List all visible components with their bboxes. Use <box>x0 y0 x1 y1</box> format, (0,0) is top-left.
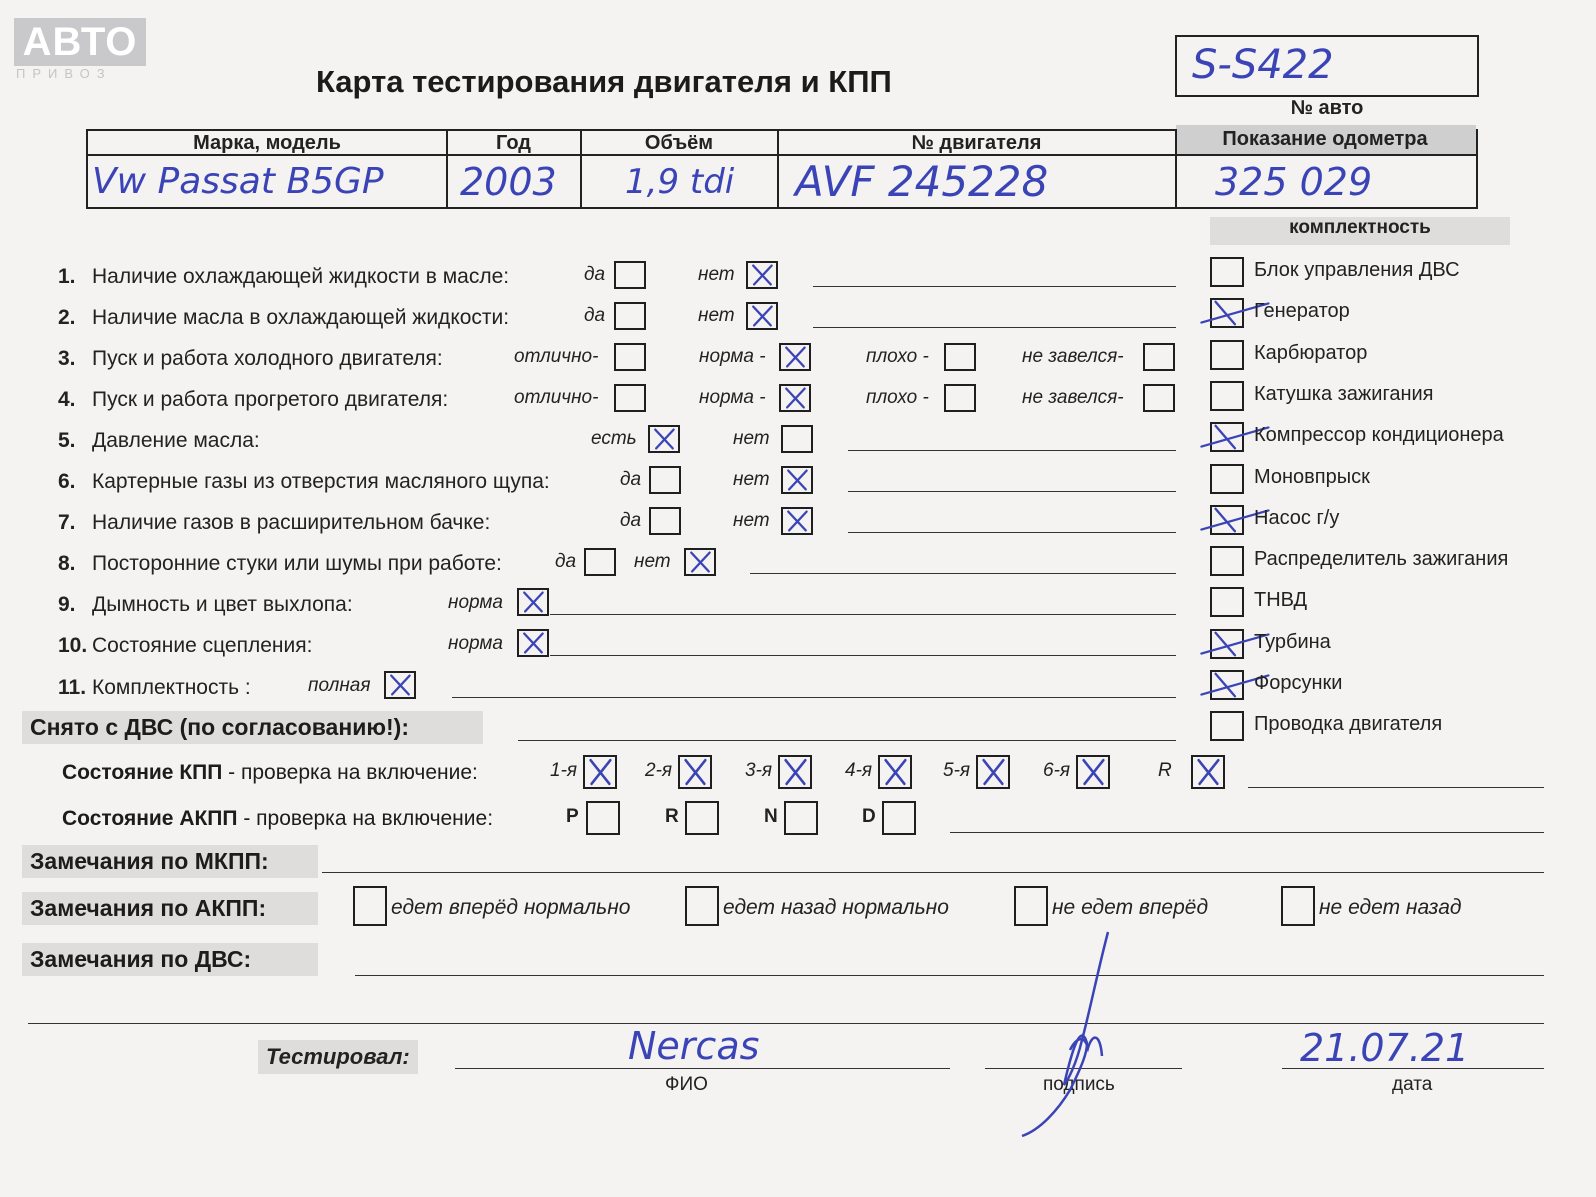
check-mark-icon <box>880 757 910 787</box>
date-line <box>1282 1068 1544 1069</box>
question-8: 8. Посторонние стуки или шумы при работе: <box>58 552 502 575</box>
check-mark-icon <box>386 673 414 697</box>
kit-checkbox[interactable] <box>1210 257 1244 287</box>
note-line <box>848 450 1176 451</box>
opt-no: нет <box>733 428 770 449</box>
kit-checkbox[interactable] <box>1210 381 1244 411</box>
question-11: 11. Комплектность : <box>58 676 251 699</box>
engine-number-value: AVF 245228 <box>795 157 1049 206</box>
akpp-mode-checkbox[interactable] <box>784 801 818 835</box>
model-value: Vw Passat B5GP <box>92 161 384 202</box>
opt-no: нет <box>733 469 770 490</box>
question-10: 10. Состояние сцепления: <box>58 634 313 657</box>
kit-checkbox-checked[interactable] <box>1210 629 1244 659</box>
opt-excellent: отлично- <box>514 346 599 367</box>
kit-checkbox-checked[interactable] <box>1210 505 1244 535</box>
kit-item-label: Проводка двигателя <box>1254 713 1443 736</box>
gear-label: 1-я <box>550 760 578 781</box>
akpp-mode-label: N <box>764 806 778 827</box>
check-mark-icon <box>978 757 1008 787</box>
kit-item-label: Блок управления ДВС <box>1254 259 1460 281</box>
col-header-volume: Объём <box>644 132 714 154</box>
remarks-akpp-label: Замечания по АКПП: <box>22 892 318 925</box>
checkbox-checked[interactable] <box>781 507 813 535</box>
remarks-dvs-label: Замечания по ДВС: <box>22 943 318 976</box>
date-caption: дата <box>1392 1074 1433 1095</box>
kit-checkbox[interactable] <box>1210 546 1244 576</box>
removed-from-engine-label: Снято с ДВС (по согласованию!): <box>22 711 483 744</box>
kit-item-label: Форсунки <box>1254 672 1343 694</box>
kit-item-label: Карбюратор <box>1254 341 1368 364</box>
year-value: 2003 <box>460 160 557 204</box>
kit-checkbox[interactable] <box>1210 340 1244 370</box>
checkbox[interactable] <box>649 507 681 535</box>
check-mark-icon <box>1212 300 1242 326</box>
gear-label: 2-я <box>645 760 673 781</box>
note-line <box>452 697 1176 698</box>
opt-no: нет <box>698 264 735 285</box>
kit-checkbox[interactable] <box>1210 587 1244 617</box>
gear-checkbox-checked[interactable] <box>1076 755 1110 789</box>
note-line <box>518 740 1176 741</box>
note-line <box>950 832 1544 833</box>
check-mark-icon <box>519 631 547 655</box>
opt-not-started: не завелся- <box>1022 387 1124 408</box>
check-mark-icon <box>1078 757 1108 787</box>
checkbox[interactable] <box>944 384 976 412</box>
question-1: 1. Наличие охлаждающей жидкости в масле: <box>58 265 510 288</box>
note-line <box>550 655 1176 656</box>
akpp-mode-label: R <box>665 806 679 827</box>
kit-checkbox-checked[interactable] <box>1210 670 1244 700</box>
check-mark-icon <box>748 263 776 287</box>
checkbox[interactable] <box>614 384 646 412</box>
checkbox-checked[interactable] <box>779 384 811 412</box>
car-number-value: S-S422 <box>1192 42 1334 88</box>
question-4: 4. Пуск и работа прогретого двигателя: <box>58 388 449 411</box>
gear-checkbox-checked[interactable] <box>678 755 712 789</box>
opt-bad: плохо - <box>866 387 929 408</box>
signature-caption: подпись <box>1043 1074 1115 1095</box>
date-value: 21.07.21 <box>1300 1026 1470 1070</box>
name-caption: ФИО <box>665 1074 708 1095</box>
akpp-remark-label: не едет назад <box>1319 896 1462 919</box>
kit-item-label: Насос г/у <box>1254 506 1340 529</box>
opt-yes: да <box>584 305 606 326</box>
check-mark-icon <box>783 468 811 492</box>
opt-norm: норма <box>448 633 503 654</box>
name-line <box>455 1068 950 1069</box>
gear-label: 6-я <box>1043 760 1071 781</box>
kit-item-label: Компрессор кондиционера <box>1254 424 1504 447</box>
akpp-mode-checkbox[interactable] <box>882 801 916 835</box>
question-9: 9. Дымность и цвет выхлопа: <box>58 593 353 616</box>
checkbox-checked[interactable] <box>781 466 813 494</box>
question-7: 7. Наличие газов в расширительном бачке: <box>58 511 491 534</box>
note-line <box>813 327 1176 328</box>
check-mark-icon <box>519 590 547 614</box>
kit-checkbox[interactable] <box>1210 464 1244 494</box>
opt-no: нет <box>698 305 735 326</box>
kit-item-label: Турбина <box>1254 630 1331 653</box>
opt-full: полная <box>308 675 371 696</box>
odometer-value: 325 029 <box>1215 160 1373 204</box>
opt-not-started: не завелся- <box>1022 346 1124 367</box>
opt-yes: да <box>555 551 577 572</box>
checkbox[interactable] <box>614 343 646 371</box>
checkbox-checked[interactable] <box>517 588 549 616</box>
note-line <box>848 532 1176 533</box>
question-2: 2. Наличие масла в охлаждающей жидкости: <box>58 306 510 329</box>
checkbox[interactable] <box>781 425 813 453</box>
note-line <box>848 491 1176 492</box>
opt-normal: норма - <box>699 346 766 367</box>
note-line <box>813 286 1176 287</box>
check-mark-icon <box>1212 672 1242 698</box>
opt-no: нет <box>733 510 770 531</box>
page-title: Карта тестирования двигателя и КПП <box>316 64 892 99</box>
akpp-remark-checkbox[interactable] <box>1281 886 1315 926</box>
checkbox-checked[interactable] <box>746 302 778 330</box>
note-line <box>28 1023 1544 1024</box>
checkbox-checked[interactable] <box>746 261 778 289</box>
checkbox[interactable] <box>1143 343 1175 371</box>
opt-yes: да <box>620 510 642 531</box>
volume-value: 1,9 tdi <box>625 162 735 202</box>
kit-item-label: Генератор <box>1254 300 1350 323</box>
kit-item-label: Распределитель зажигания <box>1254 548 1509 571</box>
akpp-remark-checkbox[interactable] <box>685 886 719 926</box>
checkbox[interactable] <box>944 343 976 371</box>
remarks-mkpp-label: Замечания по МКПП: <box>22 845 318 878</box>
check-mark-icon <box>781 345 809 369</box>
opt-yes: да <box>620 469 642 490</box>
akpp-mode-checkbox[interactable] <box>586 801 620 835</box>
kit-checkbox-checked[interactable] <box>1210 298 1244 328</box>
gear-checkbox-checked[interactable] <box>778 755 812 789</box>
question-6: 6. Картерные газы из отверстия масляного щупа: <box>58 470 550 493</box>
checkbox[interactable] <box>584 548 616 576</box>
akpp-mode-checkbox[interactable] <box>685 801 719 835</box>
check-mark-icon <box>650 427 678 451</box>
checkbox[interactable] <box>649 466 681 494</box>
gear-checkbox-checked[interactable] <box>583 755 617 789</box>
note-line <box>750 573 1176 574</box>
check-mark-icon <box>686 550 714 574</box>
checkbox-checked[interactable] <box>648 425 680 453</box>
col-header-odometer: Показание одометра <box>1222 128 1428 150</box>
tester-name-value: Nercas <box>628 1024 760 1068</box>
gear-checkbox-checked[interactable] <box>878 755 912 789</box>
logo-subtitle: ПРИВОЗ <box>16 66 112 81</box>
logo-text: АВТО <box>22 20 138 64</box>
opt-yes: да <box>584 264 606 285</box>
opt-excellent: отлично- <box>514 387 599 408</box>
checkbox-checked[interactable] <box>384 671 416 699</box>
kit-item-label: Моновпрыск <box>1254 465 1370 488</box>
note-line <box>355 975 1544 976</box>
akpp-remark-label: не едет вперёд <box>1052 896 1209 919</box>
gear-label: R <box>1158 760 1172 781</box>
check-mark-icon <box>748 304 776 328</box>
note-line <box>322 872 1544 873</box>
check-mark-icon <box>1193 757 1223 787</box>
opt-bad: плохо - <box>866 346 929 367</box>
gear-checkbox-checked[interactable] <box>1191 755 1225 789</box>
opt-normal: норма - <box>699 387 766 408</box>
opt-exists: есть <box>591 428 637 449</box>
checkbox[interactable] <box>1143 384 1175 412</box>
check-mark-icon <box>1212 631 1242 657</box>
col-header-year: Год <box>496 132 531 154</box>
gear-label: 5-я <box>943 760 971 781</box>
check-mark-icon <box>1212 507 1242 533</box>
check-mark-icon <box>780 757 810 787</box>
kit-header: комплектность <box>1210 217 1510 245</box>
check-mark-icon <box>1212 424 1242 450</box>
question-3: 3. Пуск и работа холодного двигателя: <box>58 347 443 370</box>
checkbox[interactable] <box>614 261 646 289</box>
kit-checkbox-checked[interactable] <box>1210 422 1244 452</box>
gear-label: 4-я <box>845 760 873 781</box>
checkbox[interactable] <box>614 302 646 330</box>
gear-checkbox-checked[interactable] <box>976 755 1010 789</box>
akpp-mode-label: P <box>566 806 579 827</box>
car-number-label: № авто <box>1290 97 1364 119</box>
note-line <box>1248 787 1544 788</box>
note-line <box>550 614 1176 615</box>
col-header-model: Марка, модель <box>193 132 341 154</box>
gear-label: 3-я <box>745 760 773 781</box>
kit-item-label: ТНВД <box>1254 589 1308 612</box>
kit-checkbox[interactable] <box>1210 711 1244 741</box>
checkbox-checked[interactable] <box>517 629 549 657</box>
checkbox-checked[interactable] <box>779 343 811 371</box>
checkbox-checked[interactable] <box>684 548 716 576</box>
col-header-engine-number: № двигателя <box>911 132 1042 154</box>
check-mark-icon <box>680 757 710 787</box>
logo <box>14 18 146 66</box>
akpp-remark-label: едет назад нормально <box>723 896 949 919</box>
akpp-mode-label: D <box>862 806 876 827</box>
akpp-label: Состояние АКПП - проверка на включение: <box>62 807 494 830</box>
akpp-remark-checkbox[interactable] <box>353 886 387 926</box>
handwritten-signature <box>1010 930 1120 1140</box>
tested-by-label: Тестировал: <box>258 1040 418 1074</box>
check-mark-icon <box>585 757 615 787</box>
check-mark-icon <box>781 386 809 410</box>
kpp-label: Состояние КПП - проверка на включение: <box>62 761 478 784</box>
kit-item-label: Катушка зажигания <box>1254 382 1434 405</box>
opt-no: нет <box>634 551 671 572</box>
check-mark-icon <box>783 509 811 533</box>
akpp-remark-checkbox[interactable] <box>1014 886 1048 926</box>
akpp-remark-label: едет вперёд нормально <box>391 896 631 919</box>
opt-norm: норма <box>448 592 503 613</box>
question-5: 5. Давление масла: <box>58 429 260 452</box>
